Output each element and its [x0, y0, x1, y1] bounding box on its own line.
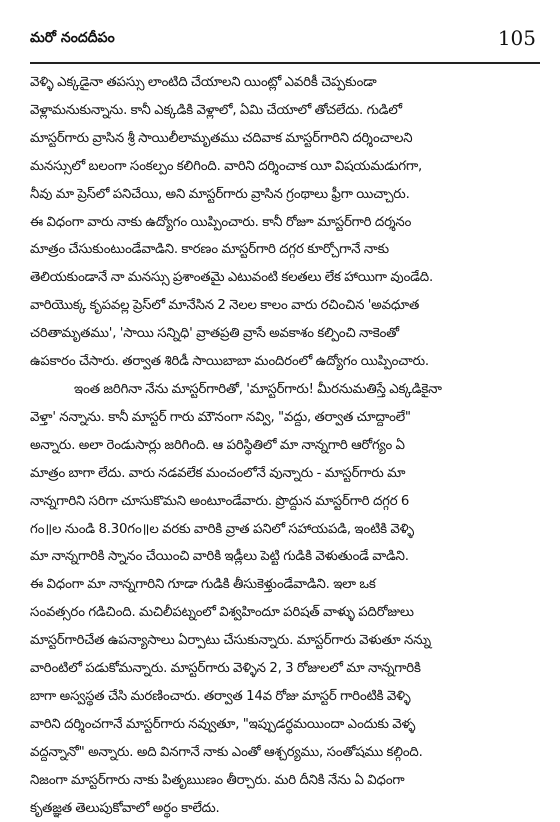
text-line: ఇంత జరిగినా నేను మాస్టర్‌గారితో, 'మాస్టర్‌గారు! మీరనుమతిస్తే ఎక్కడికైనా [74, 381, 442, 397]
text-line: తెలియకుండానే నా మనస్సు ప్రశాంతమై ఎటువంటి కలతలు లేక హాయిగా వుండేది. [30, 270, 433, 286]
body-text [30, 69, 540, 822]
text-line: మాత్రం బాగా లేదు. వారు నడవలేక మంచంలోనే వున్నారు - మాస్టర్‌గారు మా [30, 465, 406, 481]
text-line: నీవు మా ప్రెస్‌లో పనిచేయి, అని మాస్టర్‌గారు వ్రాసిన గ్రంథాలు ఫ్రీగా యిచ్చారు. [30, 186, 410, 202]
text-line: మాస్టర్‌గారిచేత ఉపన్యాసాలు ఏర్పాటు చేసుకున్నారు. మాస్టర్‌గారు వెళుతూ నన్ను [30, 633, 431, 649]
text-line: వారింటిలో పడుకోమన్నారు. మాస్టర్‌గారు వెళ్ళిన 2, 3 రోజులలో మా నాన్నగారికి [30, 661, 421, 677]
text-line: సంవత్సరం గడిచింది. మచిలీపట్నంలో విశ్వహిందూ పరిషత్ వాళ్ళు పదిరోజులు [30, 605, 414, 621]
text-line: నిజంగా మాస్టర్‌గారు నాకు పితృఋణం తీర్చారు. మరి దీనికి నేను ఏ విధంగా [30, 772, 405, 788]
text-line: వారియొక్క కృపవల్ల ప్రెస్‌లో మానేసిన 2 నెలల కాలం వారు రచించిన 'అవధూత [30, 298, 420, 314]
text-line: మాస్టర్‌గారు వ్రాసిన శ్రీ సాయిలీలామృతము చదివాక మాస్టర్‌గారిని దర్శించాలని [30, 130, 413, 146]
text-line: మాత్రం చేసుకుంటుండేవాడిని. కారణం మాస్టర్‌గారి దగ్గర కూర్చోగానే నాకు [30, 242, 389, 258]
text-line: నాన్నగారిని సరిగా చూసుకొమని అంటూండేవారు. ప్రొద్దున మాస్టర్‌గారి దగ్గర 6 [30, 493, 410, 509]
text-line: అన్నారు. అలా రెండుసార్లు జరిగింది. ఆ పరిస్థితిలో మా నాన్నగారి ఆరోగ్యం ఏ [30, 437, 405, 453]
text-line: కృతజ్ఞత తెలుపుకోవాలో అర్థం కాలేదు. [30, 800, 220, 816]
running-header [30, 26, 540, 64]
paragraph [30, 376, 540, 822]
text-line: బాగా అస్వస్థత చేసి మరణించారు. తర్వాత 14వ రోజు మాస్టర్ గారింటికి వెళ్ళి [30, 688, 411, 704]
text-line: వెళ్లామనుకున్నాను. కానీ ఎక్కడికి వెళ్లాలో, ఏమి చేయాలో తోచలేదు. గుడిలో [30, 102, 402, 118]
text-line: గం॥ల నుండి 8.30గం॥ల వరకు వారికి వ్రాత పనిలో సహాయపడి, ఇంటికి వెళ్ళి [30, 521, 415, 537]
text-line: మనస్సులో బలంగా సంకల్పం కలిగింది. వారిని దర్శించాక యీ విషయమడుగగా, [30, 158, 423, 174]
text-line: వెళ్తా' నన్నాను. కానీ మాస్టర్ గారు మౌనంగా నవ్వి, "వద్దు, తర్వాత చూద్దాంలే" [30, 409, 411, 425]
paragraph [30, 69, 540, 376]
text-line: ఈ విధంగా వారు నాకు ఉద్యోగం యిప్పించారు. కానీ రోజూ మాస్టర్‌గారి దర్శనం [30, 214, 412, 230]
text-line: మా నాన్నగారికి స్నానం చేయించి వారికి ఇడ్లీలు పెట్టి గుడికి వెళుతుండే వాడిని. [30, 549, 409, 565]
book-title: మరో నందదీపం [30, 30, 115, 46]
page-number: 105 [497, 26, 536, 50]
text-line: వారిని దర్శించగానే మాస్టర్‌గారు నవ్వుతూ, "ఇప్పుడర్థమయిందా ఎందుకు వెళ్ళ [30, 716, 416, 732]
text-line: ఉపకారం చేసారు. తర్వాత శిరిడీ సాయిబాబా మందిరంలో ఉద్యోగం యిప్పించారు. [30, 354, 429, 370]
text-line: వెళ్ళి ఎక్కడైనా తపస్సు లాంటిది చేయాలని యింట్లో ఎవరికీ చెప్పకుండా [30, 75, 377, 90]
text-line: వద్దన్నానో" అన్నారు. అది వినగానే నాకు ఎంతో ఆశ్చర్యము, సంతోషము కల్గింది. [30, 744, 423, 760]
text-line: ఈ విధంగా మా నాన్నగారిని గూడా గుడికి తీసుకెళ్తుండేవాడిని. ఇలా ఒక [30, 577, 376, 593]
text-line: చరితామృతము', 'సాయి సన్నిధి' వ్రాతప్రతి వ్రాసే అవకాశం కల్పించి నాకెంతో [30, 326, 399, 342]
